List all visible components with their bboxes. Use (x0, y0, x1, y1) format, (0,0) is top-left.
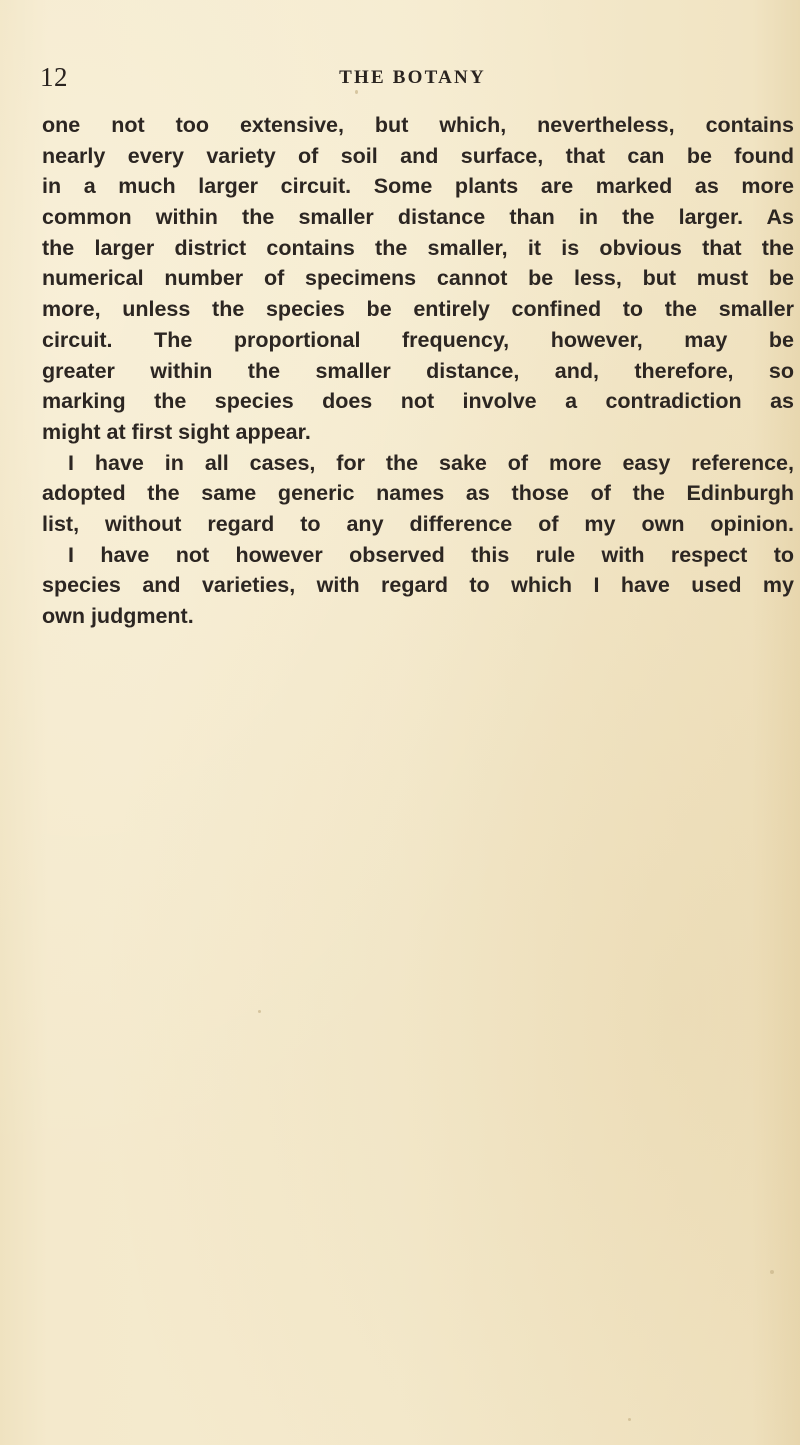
text-line: one not too extensive, but which, nevertheless, contains (42, 113, 794, 137)
text-line: I have not however observed this rule with respect to (68, 542, 794, 567)
text-line: nearly every variety of soil and surface, that can be found (42, 143, 794, 168)
text-line: own judgment. (42, 604, 194, 628)
text-line: adopted the same generic names as those of the Edinburgh (42, 481, 794, 506)
text-line: might at first sight appear. (42, 419, 311, 444)
text-line: the larger district contains the smaller, it is obvious that the (42, 235, 794, 260)
text-line: more, unless the species be entirely confined to the smaller (42, 297, 794, 322)
body-text (42, 110, 794, 632)
paper-speck (258, 1010, 261, 1013)
running-head (40, 62, 785, 92)
text-line: I have in all cases, for the sake of more easy reference, (68, 450, 794, 475)
text-line: numerical number of specimens cannot be less, but must be (42, 266, 794, 291)
text-line: common within the smaller distance than in the larger. As (42, 205, 794, 230)
running-title: THE BOTANY (339, 67, 486, 88)
text-line: in a much larger circuit. Some plants are marked as more (42, 174, 794, 199)
text-line: circuit. The proportional frequency, however, may be (42, 327, 794, 352)
text-line: list, without regard to any difference of my own opinion. (42, 511, 794, 536)
paper-speck (355, 90, 358, 94)
paper-speck (628, 1418, 631, 1421)
page-number: 12 (40, 62, 68, 92)
text-line: species and varieties, with regard to which I have used my (42, 573, 794, 598)
paper-speck (770, 1270, 774, 1274)
text-line: marking the species does not involve a contradiction as (42, 389, 794, 414)
text-line: greater within the smaller distance, and, therefore, so (42, 358, 794, 383)
